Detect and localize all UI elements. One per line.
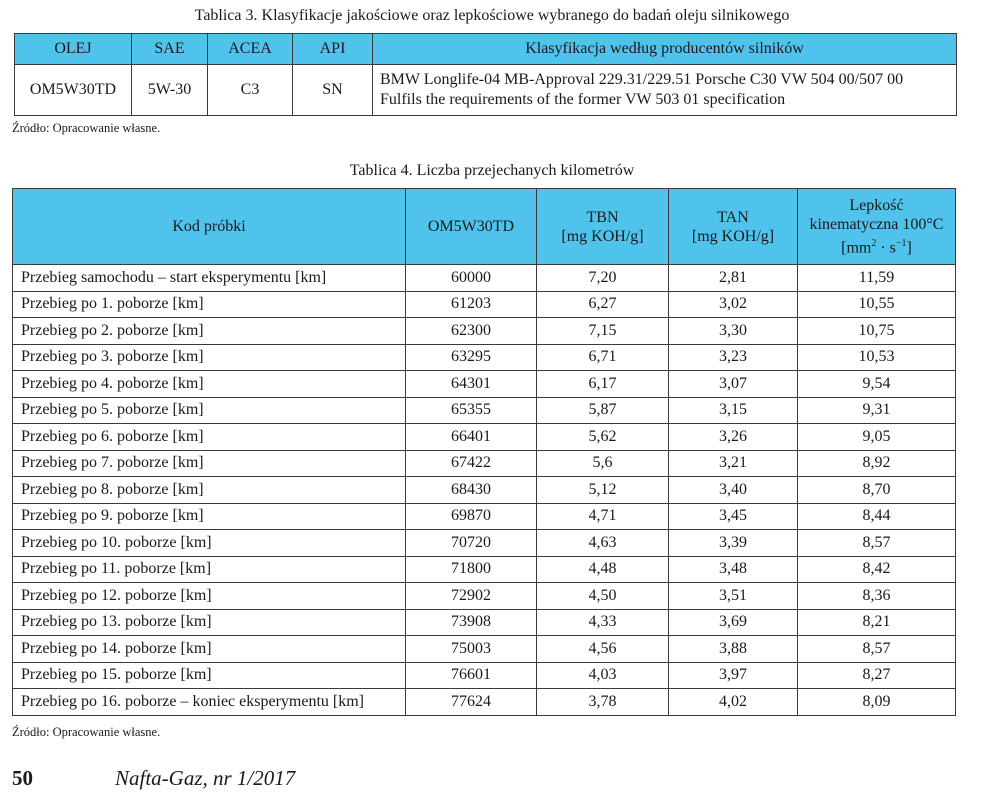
header-producer-classification: Klasyfikacja według producentów silników (373, 34, 957, 65)
mileage-cell: 60000 (406, 265, 537, 292)
sample-label-cell: Przebieg po 12. poborze [km] (13, 583, 406, 610)
mileage-cell: 68430 (406, 477, 537, 504)
tan-cell: 3,69 (669, 609, 798, 636)
viscosity-cell: 8,09 (798, 689, 956, 716)
header-viscosity-line2: kinematyczna 100°C (809, 215, 944, 233)
mileage-cell: 69870 (406, 503, 537, 530)
tan-cell: 3,26 (669, 424, 798, 451)
producer-spec-line: Fulfils the requirements of the former VW 503 01 specification (380, 91, 786, 108)
viscosity-cell: 8,70 (798, 477, 956, 504)
table3-source: Źródło: Opracowanie własne. (12, 121, 161, 135)
viscosity-cell: 8,92 (798, 450, 956, 477)
sample-label-cell: Przebieg po 5. poborze [km] (13, 397, 406, 424)
mileage-cell: 64301 (406, 371, 537, 398)
tan-cell: 3,88 (669, 636, 798, 663)
header-tan-unit: [mg KOH/g] (691, 227, 775, 245)
tan-cell: 3,30 (669, 318, 798, 345)
sample-label-cell: Przebieg samochodu – start eksperymentu [km] (13, 265, 406, 292)
sample-label-cell: Przebieg po 7. poborze [km] (13, 450, 406, 477)
cell-sae: 5W-30 (132, 65, 208, 116)
header-kod-probki: Kod próbki (13, 189, 406, 265)
header-om5w30td: OM5W30TD (406, 189, 537, 265)
table-row (13, 556, 956, 583)
header-viscosity-line1: Lepkość (849, 196, 904, 214)
mileage-cell: 71800 (406, 556, 537, 583)
viscosity-cell: 8,57 (798, 530, 956, 557)
sample-label-cell: Przebieg po 2. poborze [km] (13, 318, 406, 345)
header-tan (669, 189, 798, 265)
table-row (13, 450, 956, 477)
tan-cell: 3,97 (669, 662, 798, 689)
sample-label-cell: Przebieg po 10. poborze [km] (13, 530, 406, 557)
header-tbn (537, 189, 669, 265)
mileage-cell: 73908 (406, 609, 537, 636)
cell-producer-classification (373, 65, 957, 116)
viscosity-cell: 10,75 (798, 318, 956, 345)
header-viscosity-unit (798, 234, 955, 257)
table4-header-row (13, 189, 956, 265)
tan-cell: 4,02 (669, 689, 798, 716)
header-api: API (293, 34, 373, 65)
cell-acea: C3 (208, 65, 293, 116)
tbn-cell: 6,71 (537, 344, 669, 371)
mileage-cell: 66401 (406, 424, 537, 451)
table3-header-row (15, 34, 957, 65)
mileage-cell: 75003 (406, 636, 537, 663)
viscosity-cell: 8,27 (798, 662, 956, 689)
tan-cell: 3,48 (669, 556, 798, 583)
table3-caption: Tablica 3. Klasyfikacje jakościowe oraz lepkościowe wybranego do badań oleju silnikowego (194, 7, 790, 24)
table-row (13, 609, 956, 636)
mileage-cell: 76601 (406, 662, 537, 689)
cell-api: SN (293, 65, 373, 116)
tan-cell: 3,45 (669, 503, 798, 530)
mileage-table-body (13, 265, 956, 716)
unit-s-exponent: −1 (895, 237, 907, 249)
viscosity-cell: 8,57 (798, 636, 956, 663)
tbn-cell: 4,03 (537, 662, 669, 689)
sample-label-cell: Przebieg po 16. poborze – koniec eksperymentu [km] (13, 689, 406, 716)
sample-label-cell: Przebieg po 13. poborze [km] (13, 609, 406, 636)
unit-mm-exponent: 2 (871, 237, 877, 249)
tbn-cell: 7,15 (537, 318, 669, 345)
viscosity-cell: 8,42 (798, 556, 956, 583)
sample-label-cell: Przebieg po 4. poborze [km] (13, 371, 406, 398)
oil-classification-table (14, 33, 957, 116)
mileage-cell: 67422 (406, 450, 537, 477)
viscosity-cell: 10,55 (798, 291, 956, 318)
header-tan-name: TAN (717, 208, 749, 226)
tbn-cell: 4,50 (537, 583, 669, 610)
cell-olej: OM5W30TD (15, 65, 132, 116)
sample-label-cell: Przebieg po 3. poborze [km] (13, 344, 406, 371)
header-viscosity (798, 189, 956, 265)
mileage-cell: 62300 (406, 318, 537, 345)
tbn-cell: 6,17 (537, 371, 669, 398)
header-olej: OLEJ (15, 34, 132, 65)
tbn-cell: 5,62 (537, 424, 669, 451)
page-number: 50 (12, 766, 33, 790)
tbn-cell: 4,48 (537, 556, 669, 583)
mileage-table (12, 188, 956, 716)
table3-data-row (15, 65, 957, 116)
unit-close: ] (906, 239, 912, 257)
viscosity-cell: 9,31 (798, 397, 956, 424)
sample-label-cell: Przebieg po 6. poborze [km] (13, 424, 406, 451)
viscosity-cell: 11,59 (798, 265, 956, 292)
table-row (13, 503, 956, 530)
sample-label-cell: Przebieg po 1. poborze [km] (13, 291, 406, 318)
mileage-cell: 70720 (406, 530, 537, 557)
viscosity-cell: 9,05 (798, 424, 956, 451)
tbn-cell: 4,56 (537, 636, 669, 663)
header-acea: ACEA (208, 34, 293, 65)
viscosity-cell: 9,54 (798, 371, 956, 398)
tbn-cell: 5,12 (537, 477, 669, 504)
table-row (13, 424, 956, 451)
mileage-cell: 77624 (406, 689, 537, 716)
table-row (13, 689, 956, 716)
viscosity-cell: 8,44 (798, 503, 956, 530)
viscosity-cell: 8,21 (798, 609, 956, 636)
table-row (13, 636, 956, 663)
table-row (13, 318, 956, 345)
producer-approvals-line: BMW Longlife-04 MB-Approval 229.31/229.51 Porsche C30 VW 504 00/507 00 (380, 71, 904, 88)
tbn-cell: 4,33 (537, 609, 669, 636)
table4-caption: Tablica 4. Liczba przejechanych kilometrów (349, 162, 635, 179)
sample-label-cell: Przebieg po 11. poborze [km] (13, 556, 406, 583)
tan-cell: 3,39 (669, 530, 798, 557)
table-row (13, 397, 956, 424)
sample-label-cell: Przebieg po 8. poborze [km] (13, 477, 406, 504)
table-row (13, 583, 956, 610)
unit-s: · s (876, 239, 896, 257)
tbn-cell: 5,87 (537, 397, 669, 424)
unit-mm: [mm (841, 239, 872, 257)
table-row (13, 265, 956, 292)
table-row (13, 371, 956, 398)
table-row (13, 477, 956, 504)
tan-cell: 3,40 (669, 477, 798, 504)
tbn-cell: 7,20 (537, 265, 669, 292)
table-row (13, 530, 956, 557)
header-tbn-unit: [mg KOH/g] (561, 227, 644, 245)
tan-cell: 3,21 (669, 450, 798, 477)
tan-cell: 3,51 (669, 583, 798, 610)
sample-label-cell: Przebieg po 14. poborze [km] (13, 636, 406, 663)
tbn-cell: 4,63 (537, 530, 669, 557)
viscosity-cell: 8,36 (798, 583, 956, 610)
table4-source: Źródło: Opracowanie własne. (12, 725, 161, 739)
tan-cell: 3,02 (669, 291, 798, 318)
mileage-cell: 72902 (406, 583, 537, 610)
tan-cell: 3,23 (669, 344, 798, 371)
table-row (13, 662, 956, 689)
table-row (13, 291, 956, 318)
viscosity-cell: 10,53 (798, 344, 956, 371)
header-tbn-name: TBN (586, 208, 619, 226)
header-sae: SAE (132, 34, 208, 65)
tbn-cell: 4,71 (537, 503, 669, 530)
sample-label-cell: Przebieg po 15. poborze [km] (13, 662, 406, 689)
mileage-cell: 65355 (406, 397, 537, 424)
mileage-cell: 61203 (406, 291, 537, 318)
tbn-cell: 6,27 (537, 291, 669, 318)
journal-name: Nafta-Gaz, nr 1/2017 (115, 766, 296, 790)
table-row (13, 344, 956, 371)
tan-cell: 3,07 (669, 371, 798, 398)
tan-cell: 3,15 (669, 397, 798, 424)
tbn-cell: 3,78 (537, 689, 669, 716)
mileage-cell: 63295 (406, 344, 537, 371)
tan-cell: 2,81 (669, 265, 798, 292)
sample-label-cell: Przebieg po 9. poborze [km] (13, 503, 406, 530)
tbn-cell: 5,6 (537, 450, 669, 477)
